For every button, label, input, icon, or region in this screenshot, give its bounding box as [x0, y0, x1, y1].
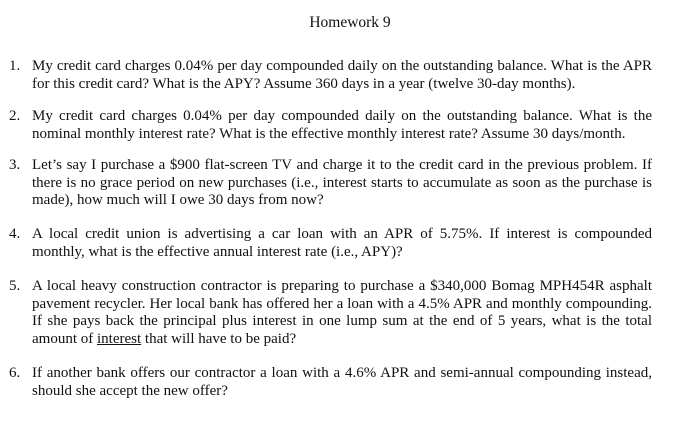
- underlined-word: interest: [97, 330, 142, 347]
- problem-text-after: that will have to be paid?: [141, 330, 297, 347]
- problem-number: 2.: [9, 108, 21, 124]
- problem-text: If another bank offers our contractor a loan with a 4.6% APR and semi-annual compounding instead, should she accept the new offer?: [32, 365, 652, 399]
- problem-number: 1.: [9, 58, 21, 74]
- problem-text: Let’s say I purchase a $900 flat-screen TV and charge it to the credit card in the previous problem. If there is no grace period on new purchases (i.e., interest starts to accumulate as soon as the purchase is made), how much will I owe 30 days from now?: [32, 157, 652, 208]
- problem-number: 5.: [9, 278, 21, 294]
- problem-number: 6.: [9, 365, 21, 381]
- problem-number: 4.: [9, 226, 21, 242]
- problem-text: [32, 278, 652, 348]
- problem-text-before: A local heavy construction contractor is preparing to purchase a $340,000 Bomag MPH454R asphalt pavement recycler. Her local bank has offered her a loan with a 4.5% APR and monthly compounding. If she pays back the principal plus interest in one lump sum at the end of 5 years, what is the total amount of: [32, 278, 652, 347]
- problem-text: My credit card charges 0.04% per day compounded daily on the outstanding balance. What is the nominal monthly interest rate? What is the effective monthly interest rate? Assume 30 days/month.: [32, 108, 652, 142]
- problem-number: 3.: [9, 157, 21, 173]
- page-title: Homework 9: [309, 14, 391, 31]
- problem-text: A local credit union is advertising a car loan with an APR of 5.75%. If interest is compounded monthly, what is the effective annual interest rate (i.e., APY)?: [32, 226, 652, 260]
- problem-text: My credit card charges 0.04% per day compounded daily on the outstanding balance. What is the APR for this credit card? What is the APY? Assume 360 days in a year (twelve 30-day months).: [32, 58, 652, 92]
